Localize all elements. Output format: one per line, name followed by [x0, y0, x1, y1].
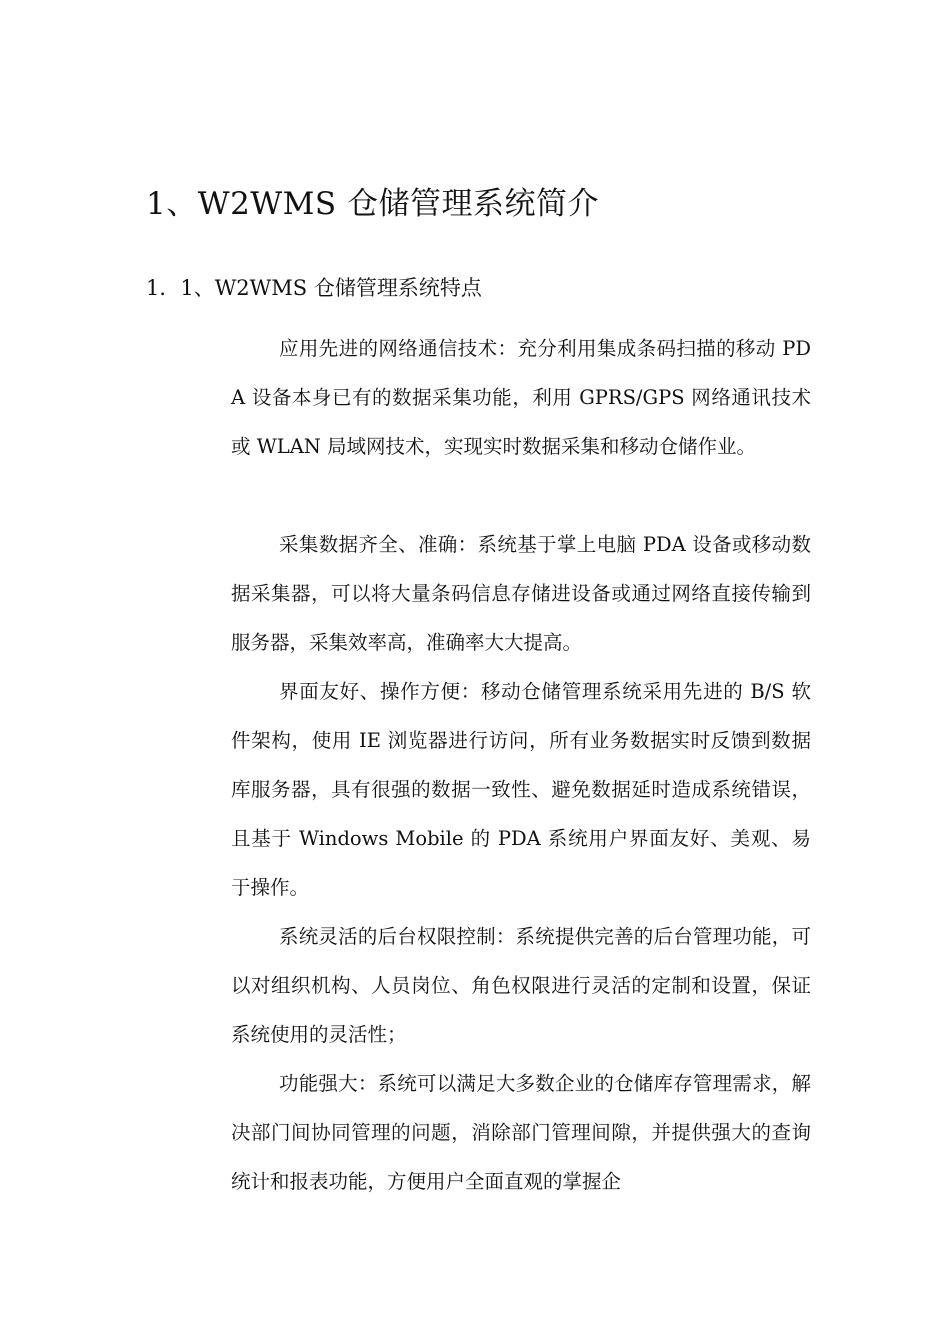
subsection-heading: 1．1、W2WMS 仓储管理系统特点: [146, 276, 482, 300]
paragraph: 界面友好、操作方便：移动仓储管理系统采用先进的 B/S 软件架构，使用 IE 浏览器进行访问，所有业务数据实时反馈到数据库服务器，具有很强的数据一致性、避免数据延时造成系统错误，且基于 Windows Mobile 的 PDA 系统用户界面友好、美观、易于操作。: [231, 680, 811, 899]
paragraph: 功能强大：系统可以满足大多数企业的仓储库存管理需求，解决部门间协同管理的问题，消除部门管理间隙，并提供强大的查询统计和报表功能，方便用户全面直观的掌握企: [231, 1072, 811, 1193]
paragraph: 应用先进的网络通信技术：充分利用集成条码扫描的移动 PDA 设备本身已有的数据采集功能，利用 GPRS/GPS 网络通讯技术或 WLAN 局域网技术，实现实时数据采集和移动仓储作业。: [231, 337, 811, 458]
paragraph: 采集数据齐全、准确：系统基于掌上电脑 PDA 设备或移动数据采集器，可以将大量条码信息存储进设备或通过网络直接传输到服务器，采集效率高，准确率大大提高。: [231, 533, 811, 654]
section-heading: 1、W2WMS 仓储管理系统简介: [146, 186, 600, 222]
paragraph: 系统灵活的后台权限控制：系统提供完善的后台管理功能，可以对组织机构、人员岗位、角色权限进行灵活的定制和设置，保证系统使用的灵活性；: [231, 925, 811, 1046]
